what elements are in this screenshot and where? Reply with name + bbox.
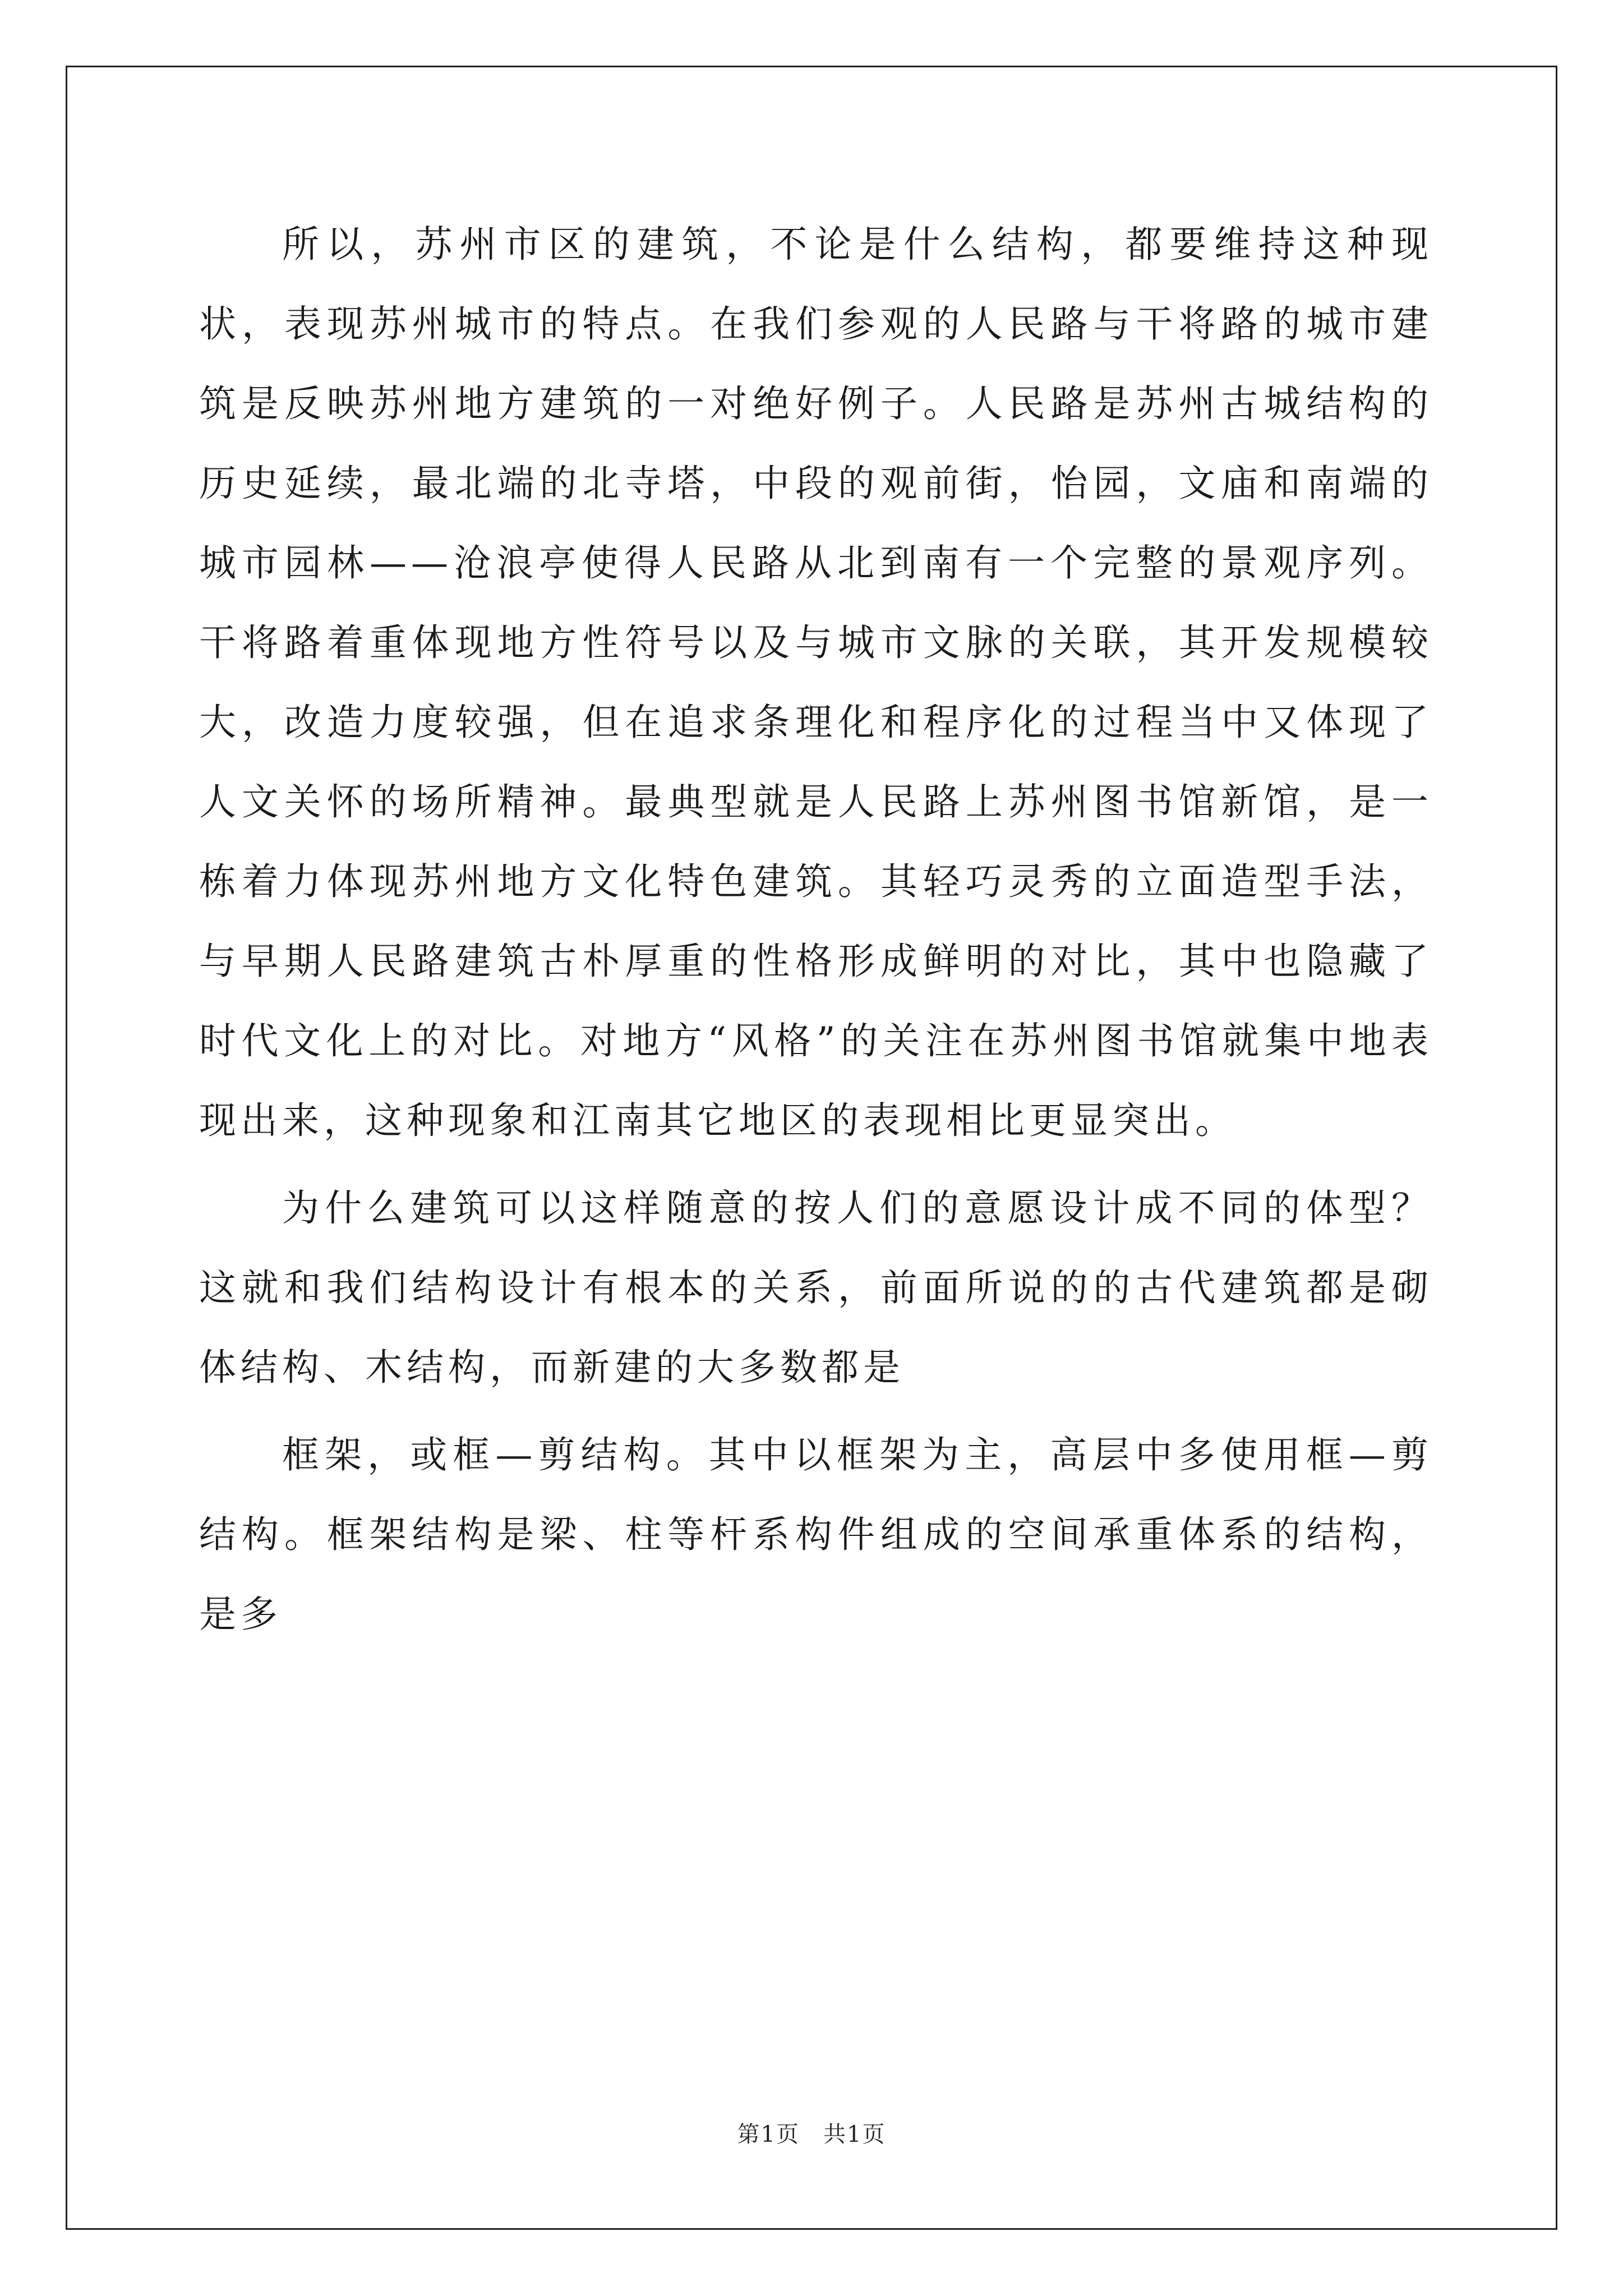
paragraph-3: 框架，或框—剪结构。其中以框架为主，高层中多使用框—剪结构。框架结构是梁、柱等杆系构件组成的空间承重体系的结构，是多: [199, 1433, 1433, 1636]
document-body: [199, 205, 1433, 1662]
paragraph-1: 所以，苏州市区的建筑，不论是什么结构，都要维持这种现状，表现苏州城市的特点。在我们参观的人民路与干将路的城市建筑是反映苏州地方建筑的一对绝好例子。人民路是苏州古城结构的历史延续，最北端的北寺塔，中段的观前街，怡园，文庙和南端的城市园林——沧浪亭使得人民路从北到南有一个完整的景观序列。干将路着重体现地方性符号以及与城市文脉的关联，其开发规模较大，改造力度较强，但在追求条理化和程序化的过程当中又体现了人文关怀的场所精神。最典型就是人民路上苏州图书馆新馆，是一栋着力体现苏州地方文化特色建筑。其轻巧灵秀的立面造型手法，与早期人民路建筑古朴厚重的性格形成鲜明的对比，其中也隐藏了时代文化上的对比。对地方“风格”的关注在苏州图书馆就集中地表现出来，这种现象和江南其它地区的表现相比更显突出。: [199, 223, 1433, 1142]
paragraph-2: 为什么建筑可以这样随意的按人们的意愿设计成不同的体型？这就和我们结构设计有根本的关系，前面所说的的古代建筑都是砌体结构、木结构，而新建的大多数都是: [199, 1186, 1433, 1389]
page-number-footer: 第1页 共1页: [737, 2122, 886, 2147]
